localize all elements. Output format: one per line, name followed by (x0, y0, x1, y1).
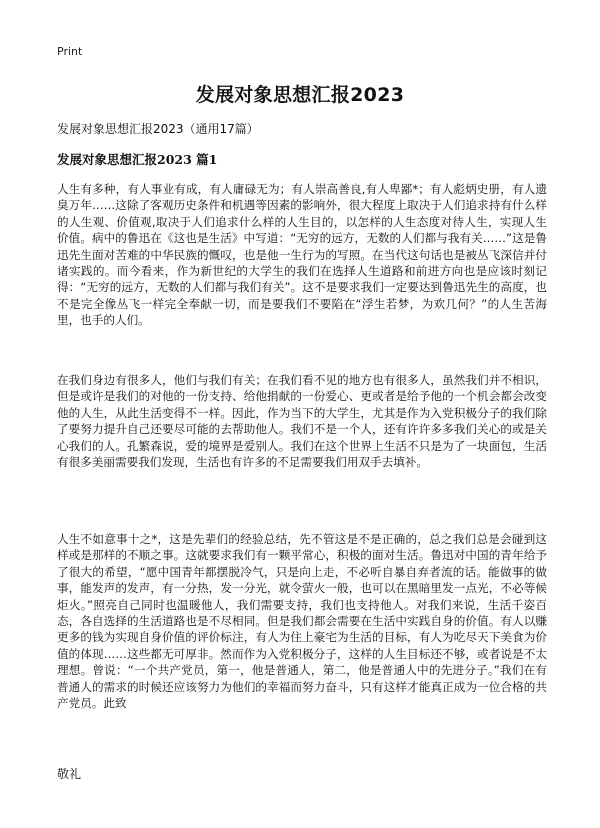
print-link[interactable]: Print (57, 45, 83, 58)
document-subtitle: 发展对象思想汇报2023（通用17篇） (57, 122, 259, 136)
page-title: 发展对象思想汇报2023 (195, 84, 405, 106)
body-paragraph-1: 人生有多种，有人事业有成，有人庸碌无为；有人崇高善良,有人卑鄙*；有人彪炳史册，有人遗臭万年……这除了客观历史条件和机遇等因素的影响外，很大程度上取决于人们追求持有什么样的人生观、价值观,取决于人们追求什么样的人生目的，以怎样的人生态度对待人生，实现人生价值。病中的鲁迅在《这也是生活》中写道：“无穷的远方，无数的人们都与我有关……”这是鲁迅先生面对苦难的中华民族的慨叹，也是他一生行为的写照。在当代这句话也是被丛飞深信并付诸实践的。而今看来，作为新世纪的大学生的我们在选择人生道路和前进方向也是应该时刻记得：“无穷的远方，无数的人们都与我们有关”。这不是要求我们一定要达到鲁迅先生的高度，也不是完全像丛飞一样完全奉献一切，而是要我们不要陷在“浮生若梦，为欢几何？”的人生苦海里，也手的人们。 (57, 182, 547, 328)
closing-salutation: 敬礼 (57, 767, 82, 781)
body-paragraph-2: 在我们身边有很多人，他们与我们有关；在我们看不见的地方也有很多人，虽然我们并不相识，但是或许是我们的对他的一份支持、给他捐献的一份爱心、更或者是给予他的一个机会都会改变他的人生，从此生活变得不一样。因此，作为当下的大学生，尤其是作为入党积极分子的我们除了要努力提升自己还要尽可能的去帮助他人。我们不是一个人，还有许许多多我们关心的或是关心我们的人。孔繁森说，爱的境界是爱别人。我们在这个世界上生活不只是为了一块面包，生活有很多美丽需要我们发现，生活也有许多的不足需要我们用双手去填补。 (57, 373, 547, 470)
section-heading: 发展对象思想汇报2023 篇1 (57, 152, 218, 167)
body-paragraph-3: 人生不如意事十之*，这是先辈们的经验总结，先不管这是不是正确的，总之我们总是会碰到这样或是那样的不顺之事。这就要求我们有一颗平常心，积极的面对生活。鲁迅对中国的青年给予了很大的希望，“愿中国青年都摆脱冷气，只是向上走，不必听自暴自弃者流的话。能做事的做事，能发声的发声，有一分热，发一分光，就令萤火一般，也可以在黑暗里发一点光，不必等候炬火。”照亮自己同时也温暖他人，我们需要支持，我们也支持他人。对我们来说，生活千姿百态，各自选择的生活道路也是不尽相同。但是我们都会需要在生活中实践自身的价值。有人以赚更多的钱为实现自身价值的评价标注，有人为住上豪宅为生活的目标，有人为吃尽天下美食为价值的体现……这些都无可厚非。然而作为入党积极分子，这样的人生目标还不够，或者说是不太理想。曾说：“一个共产党员，第一，他是普通人，第二，他是普通人中的先进分子。”我们在有普通人的需求的时候还应该努力为他们的幸福而努力奋斗，只有这样才能真正成为一位合格的共产党员。此致 (57, 532, 547, 711)
